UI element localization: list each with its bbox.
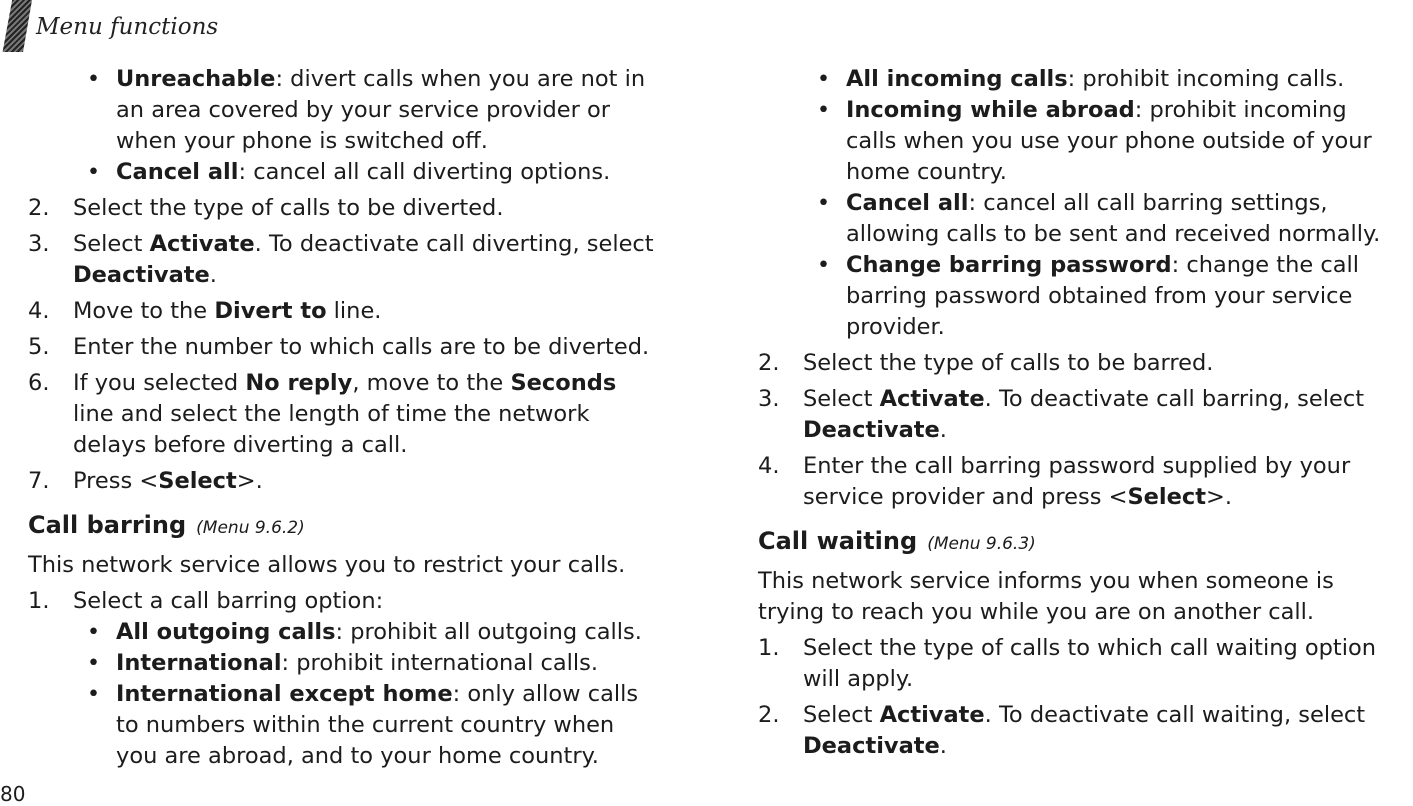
bullet-all-outgoing: • All outgoing calls: prohibit all outgoing calls. [28, 617, 698, 648]
section-marker-icon [0, 0, 32, 52]
step-2-barring: 2. Select the type of calls to be barred. [758, 350, 1214, 376]
step-1-waiting: 1. Select the type of calls to which call waiting option [758, 635, 1377, 661]
right-column: • All incoming calls: prohibit incoming calls. • Incoming while abroad: prohibit incoming calls when you use your phone outside of your home country. • Cancel all: cancel all call barring settings, allowing calls to be sent and received normally. • Change barring password: change the call barring password obtained from your service provider. 2. Select the type of calls to be barred. 3. Select Activate. To deactivate call barring, select Deactivate. 4. Enter the call barring password supplied by your service provider and press <Select>. Call waiting (Menu 9.6.3) This network service informs you when someone is trying to reach you while you are on another call. 1. Select the type of calls to which call waiting option will apply. 2. Select Activate. To deactivate call waiting, select Deactivate. [758, 64, 1413, 762]
menu-reference: (Menu 9.6.3) [927, 534, 1036, 554]
call-barring-intro: This network service allows you to restrict your calls. [28, 552, 626, 578]
bullet-icon: • [86, 66, 101, 92]
step-2-waiting: 2. Select Activate. To deactivate call waiting, select [758, 702, 1366, 728]
step-2-divert: 2. Select the type of calls to be diverted. [28, 195, 504, 221]
left-column: • Unreachable: divert calls when you are not in an area covered by your service provider or when your phone is switched off. • Cancel all: cancel all call diverting options. 2. Select the type of calls to be diverted. 3. Select Activate. To deactivate call diverting, select Deactivate. 4. Move to the Divert to line. 5. Enter the number to which calls are to be diverted. 6. If you selected No reply, move to the Seconds line and select the length of time the network delays before diverting a call. 7. Press <Select>. Call barring (Menu 9.6.2) This network service allows you to restrict your calls. 1. Select a call barring option: • All outgoing calls: prohibit all outgoing calls. • International: prohibit international calls. • International except home: only allow calls to numbers within the current country when you are abroad, and to your home country. [28, 64, 698, 772]
step-4-barring: 4. Enter the call barring password supplied by your [758, 453, 1351, 479]
bullet-icon: • [816, 190, 831, 216]
bullet-cancel-all: • Cancel all: cancel all call diverting options. [28, 157, 698, 188]
bullet-cancel-all-barring: • Cancel all: cancel all call barring settings, [758, 188, 1413, 219]
step-6-divert: 6. If you selected No reply, move to the Seconds [28, 370, 617, 396]
bullet-icon: • [86, 650, 101, 676]
bullet-incoming-abroad: • Incoming while abroad: prohibit incoming [758, 95, 1413, 126]
step-3-divert: 3. Select Activate. To deactivate call diverting, select [28, 231, 654, 257]
step-4-divert: 4. Move to the Divert to line. [28, 298, 382, 324]
step-5-divert: 5. Enter the number to which calls are to be diverted. [28, 334, 650, 360]
bullet-icon: • [816, 97, 831, 123]
page-section-title: Menu functions [36, 14, 219, 40]
call-waiting-intro-line-2: trying to reach you while you are on another call. [758, 599, 1315, 625]
bullet-international: • International: prohibit international calls. [28, 648, 698, 679]
bullet-icon: • [816, 252, 831, 278]
call-waiting-intro-line-1: This network service informs you when someone is [758, 568, 1334, 594]
step-3-barring: 3. Select Activate. To deactivate call barring, select [758, 386, 1365, 412]
bullet-icon: • [86, 159, 101, 185]
bullet-icon: • [86, 619, 101, 645]
bullet-icon: • [86, 681, 101, 707]
bullet-all-incoming: • All incoming calls: prohibit incoming calls. [758, 64, 1413, 95]
bullet-intl-except-home: • International except home: only allow calls [28, 679, 698, 710]
bullet-change-password: • Change barring password: change the call [758, 250, 1413, 281]
bullet-unreachable: • Unreachable: divert calls when you are not in [28, 64, 698, 95]
step-7-divert: 7. Press <Select>. [28, 468, 263, 494]
bullet-icon: • [816, 66, 831, 92]
menu-reference: (Menu 9.6.2) [196, 518, 305, 538]
call-barring-heading: Call barring (Menu 9.6.2) [28, 511, 305, 539]
page-number: 80 [0, 782, 26, 806]
step-1-barring: 1. Select a call barring option: [28, 588, 384, 614]
call-waiting-heading: Call waiting (Menu 9.6.3) [758, 527, 1036, 555]
